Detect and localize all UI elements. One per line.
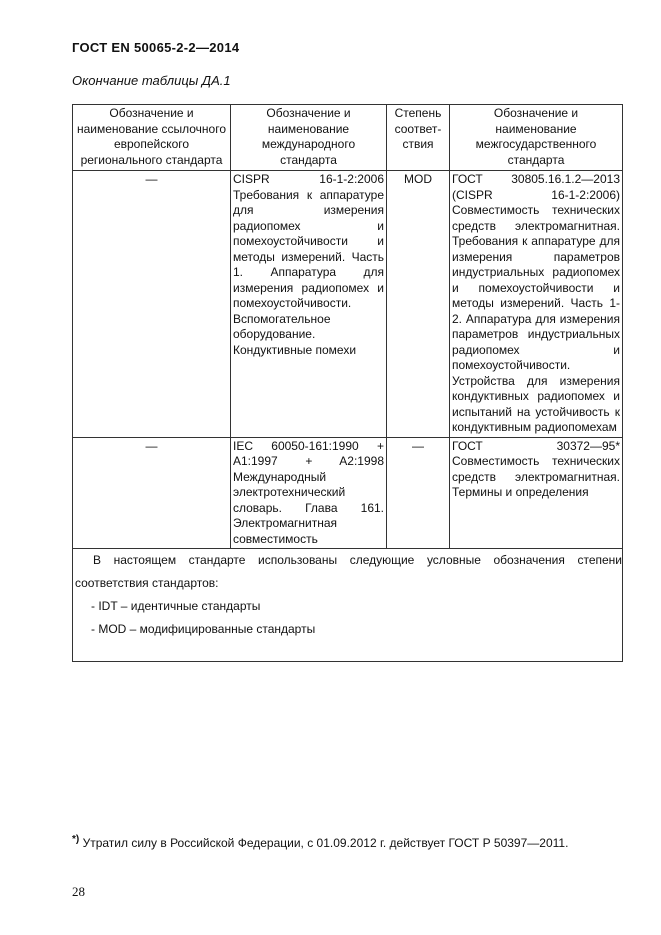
interstate-standard-cell: ГОСТ 30372—95* Совместимость технических средств электромагнитная. Термины и определения — [450, 437, 623, 549]
header-degree-of-conformity: Степень соответ-ствия — [387, 105, 450, 171]
header-regional-standard: Обозначение и наименование ссылочного европейского регионального стандарта — [73, 105, 231, 171]
note-item-idt: - IDT – идентичные стандарты — [91, 599, 261, 613]
header-international-standard: Обозначение и наименование международного стандарта — [231, 105, 387, 171]
international-standard-cell: CISPR 16-1-2:2006 Требования к аппаратуре для измерения радиопомех и помехоустойчивости и методы измерений. Часть 1. Аппаратура для измерения радиопомех и помехоустойчивости. Вспомогательное оборудование. Кондуктивные помехи — [231, 171, 387, 438]
table-caption: Окончание таблицы ДА.1 — [72, 73, 231, 88]
page-number: 28 — [72, 884, 85, 899]
regional-standard-cell: — — [73, 171, 231, 438]
degree-cell: — — [387, 437, 450, 549]
table-note-row — [73, 549, 623, 662]
degree-cell: MOD — [387, 171, 450, 438]
note-intro: В настоящем стандарте использованы следующие условные обозначения степени соответствия стандартов: — [75, 553, 622, 590]
footnote-text: Утратил силу в Российской Федерации, с 01.09.2012 г. действует ГОСТ Р 50397—2011. — [82, 836, 569, 850]
table-note — [73, 549, 623, 662]
footnote-marker: *) — [72, 834, 80, 845]
table-row — [73, 437, 623, 549]
interstate-standard-cell: ГОСТ 30805.16.1.2—2013 (CISPR 16-1-2:2006) Совместимость технических средств электромагнитная. Требования к аппаратуре для измерения параметров индустриальных радиопомех и помехоустойчивости и методы измерений. Часть 1-2. Аппаратура для измерения параметров индустриальных радиопомех и помехоустойчивости. Устройства для измерения кондуктивных радиопомех и испытаний на устойчивость к кондуктивным радиопомехам — [450, 171, 623, 438]
document-header: ГОСТ EN 50065-2-2—2014 — [72, 40, 240, 55]
table-header-row — [73, 105, 623, 171]
reference-table — [72, 104, 623, 662]
regional-standard-cell: — — [73, 437, 231, 549]
note-item-mod: - MOD – модифицированные стандарты — [91, 622, 316, 636]
footnote — [72, 834, 568, 850]
header-interstate-standard: Обозначение и наименование межгосударственного стандарта — [450, 105, 623, 171]
international-standard-cell: IEC 60050-161:1990 + A1:1997 + A2:1998 Международный электротехнический словарь. Глава 161. Электромагнитная совместимость — [231, 437, 387, 549]
table-row — [73, 171, 623, 438]
